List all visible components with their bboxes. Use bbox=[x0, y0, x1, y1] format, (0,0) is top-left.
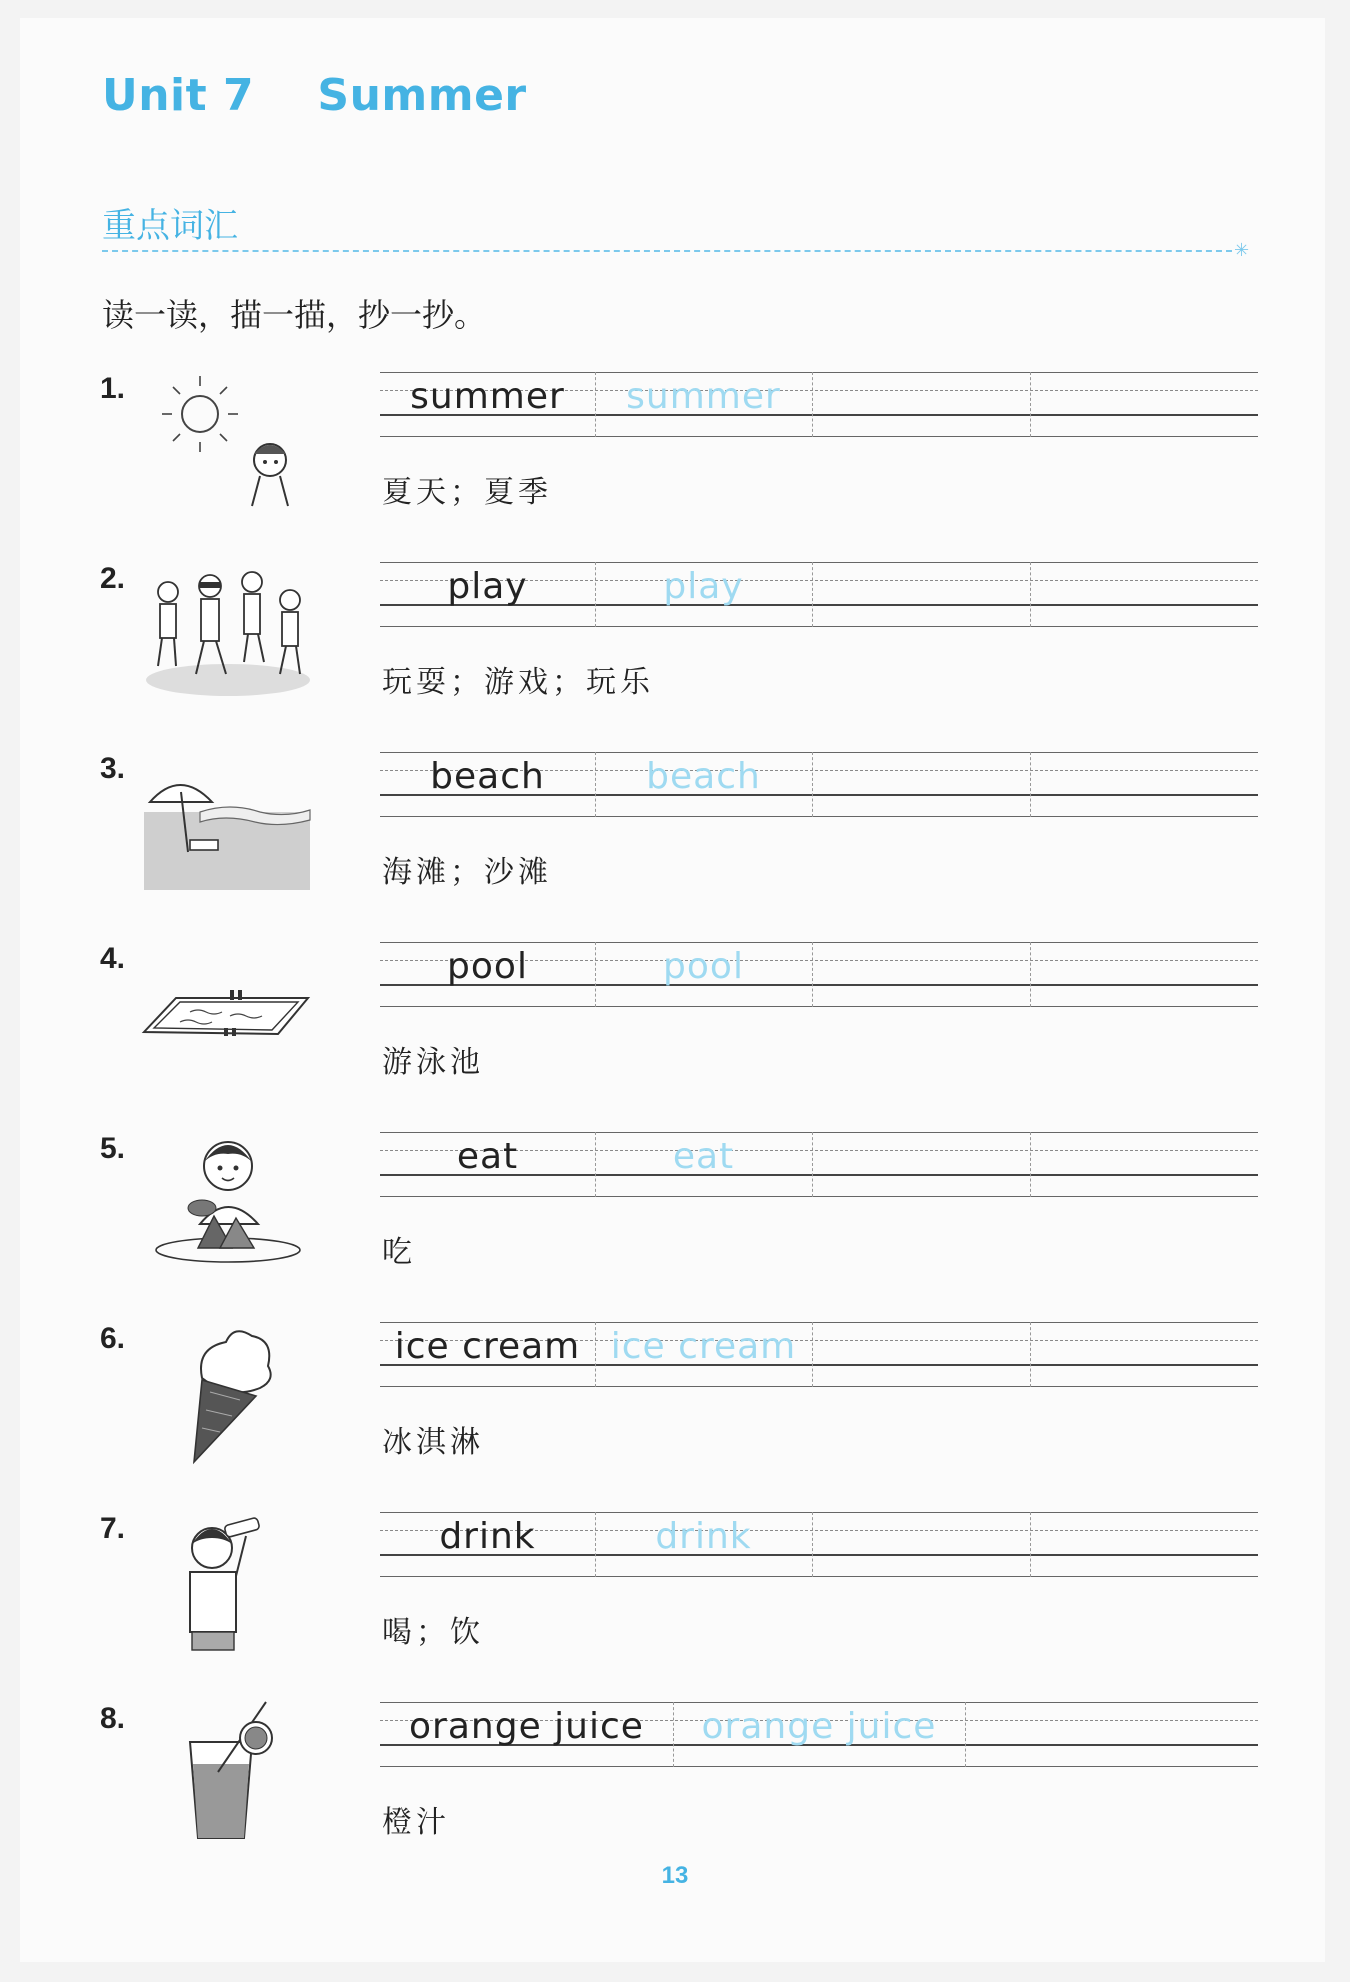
chinese-meaning: 吃 bbox=[382, 1235, 416, 1270]
sun-and-hot-boy-illustration bbox=[140, 372, 315, 512]
writing-lines[interactable] bbox=[380, 1132, 1258, 1197]
printed-word: summer bbox=[410, 376, 565, 417]
chinese-meaning: 冰淇淋 bbox=[382, 1425, 484, 1460]
writing-lines[interactable] bbox=[380, 372, 1258, 437]
trace-word: drink bbox=[655, 1516, 752, 1557]
children-playing-blindfold-game-illustration bbox=[140, 562, 315, 702]
boy-drinking-illustration bbox=[140, 1512, 315, 1652]
trace-word: summer bbox=[626, 376, 781, 417]
page-number: 13 bbox=[661, 1862, 689, 1889]
item-number: 6. bbox=[100, 1322, 126, 1355]
writing-lines[interactable] bbox=[380, 562, 1258, 627]
vocab-item-pool bbox=[0, 942, 1350, 1132]
item-number: 1. bbox=[100, 372, 126, 405]
item-number: 4. bbox=[100, 942, 126, 975]
chinese-meaning: 喝；饮 bbox=[382, 1615, 484, 1650]
vocab-item-ice-cream bbox=[0, 1322, 1350, 1512]
item-number: 3. bbox=[100, 752, 126, 785]
printed-word: orange juice bbox=[409, 1706, 644, 1747]
instruction-text: 读一读，描一描，抄一抄。 bbox=[102, 296, 487, 334]
section-divider bbox=[102, 250, 1232, 252]
writing-lines[interactable] bbox=[380, 752, 1258, 817]
printed-word: eat bbox=[456, 1136, 519, 1177]
vocab-item-summer bbox=[0, 372, 1350, 562]
trace-word: ice cream bbox=[610, 1326, 797, 1367]
glass-of-orange-juice-illustration bbox=[140, 1702, 315, 1842]
chinese-meaning: 夏天；夏季 bbox=[382, 475, 552, 510]
trace-word: orange juice bbox=[701, 1706, 937, 1747]
ice-cream-cone-illustration bbox=[140, 1322, 315, 1462]
vocab-item-eat bbox=[0, 1132, 1350, 1322]
writing-lines[interactable] bbox=[380, 942, 1258, 1007]
printed-word: play bbox=[447, 566, 528, 607]
writing-lines[interactable] bbox=[380, 1512, 1258, 1577]
vocab-item-play bbox=[0, 562, 1350, 752]
printed-word: pool bbox=[447, 946, 528, 987]
chinese-meaning: 橙汁 bbox=[382, 1805, 450, 1840]
chinese-meaning: 海滩；沙滩 bbox=[382, 855, 552, 890]
beach-umbrella-illustration bbox=[140, 752, 315, 892]
printed-word: beach bbox=[430, 756, 545, 797]
chinese-meaning: 游泳池 bbox=[382, 1045, 484, 1080]
writing-lines[interactable] bbox=[380, 1702, 1258, 1767]
item-number: 2. bbox=[100, 562, 126, 595]
vocab-item-beach bbox=[0, 752, 1350, 942]
printed-word: ice cream bbox=[394, 1326, 581, 1367]
item-number: 5. bbox=[100, 1132, 126, 1165]
unit-title: Unit 7 Summer bbox=[102, 70, 527, 121]
trace-word: play bbox=[663, 566, 744, 607]
trace-word: eat bbox=[672, 1136, 735, 1177]
star-icon: ✳ bbox=[1234, 240, 1250, 261]
item-number: 7. bbox=[100, 1512, 126, 1545]
trace-word: pool bbox=[663, 946, 744, 987]
swimming-pool-illustration bbox=[140, 942, 315, 1082]
writing-lines[interactable] bbox=[380, 1322, 1258, 1387]
trace-word: beach bbox=[646, 756, 761, 797]
section-title: 重点词汇 bbox=[102, 206, 238, 246]
item-number: 8. bbox=[100, 1702, 126, 1735]
printed-word: drink bbox=[439, 1516, 536, 1557]
vocab-item-drink bbox=[0, 1512, 1350, 1702]
chinese-meaning: 玩耍；游戏；玩乐 bbox=[382, 665, 654, 700]
boy-eating-watermelon-illustration bbox=[140, 1132, 315, 1272]
